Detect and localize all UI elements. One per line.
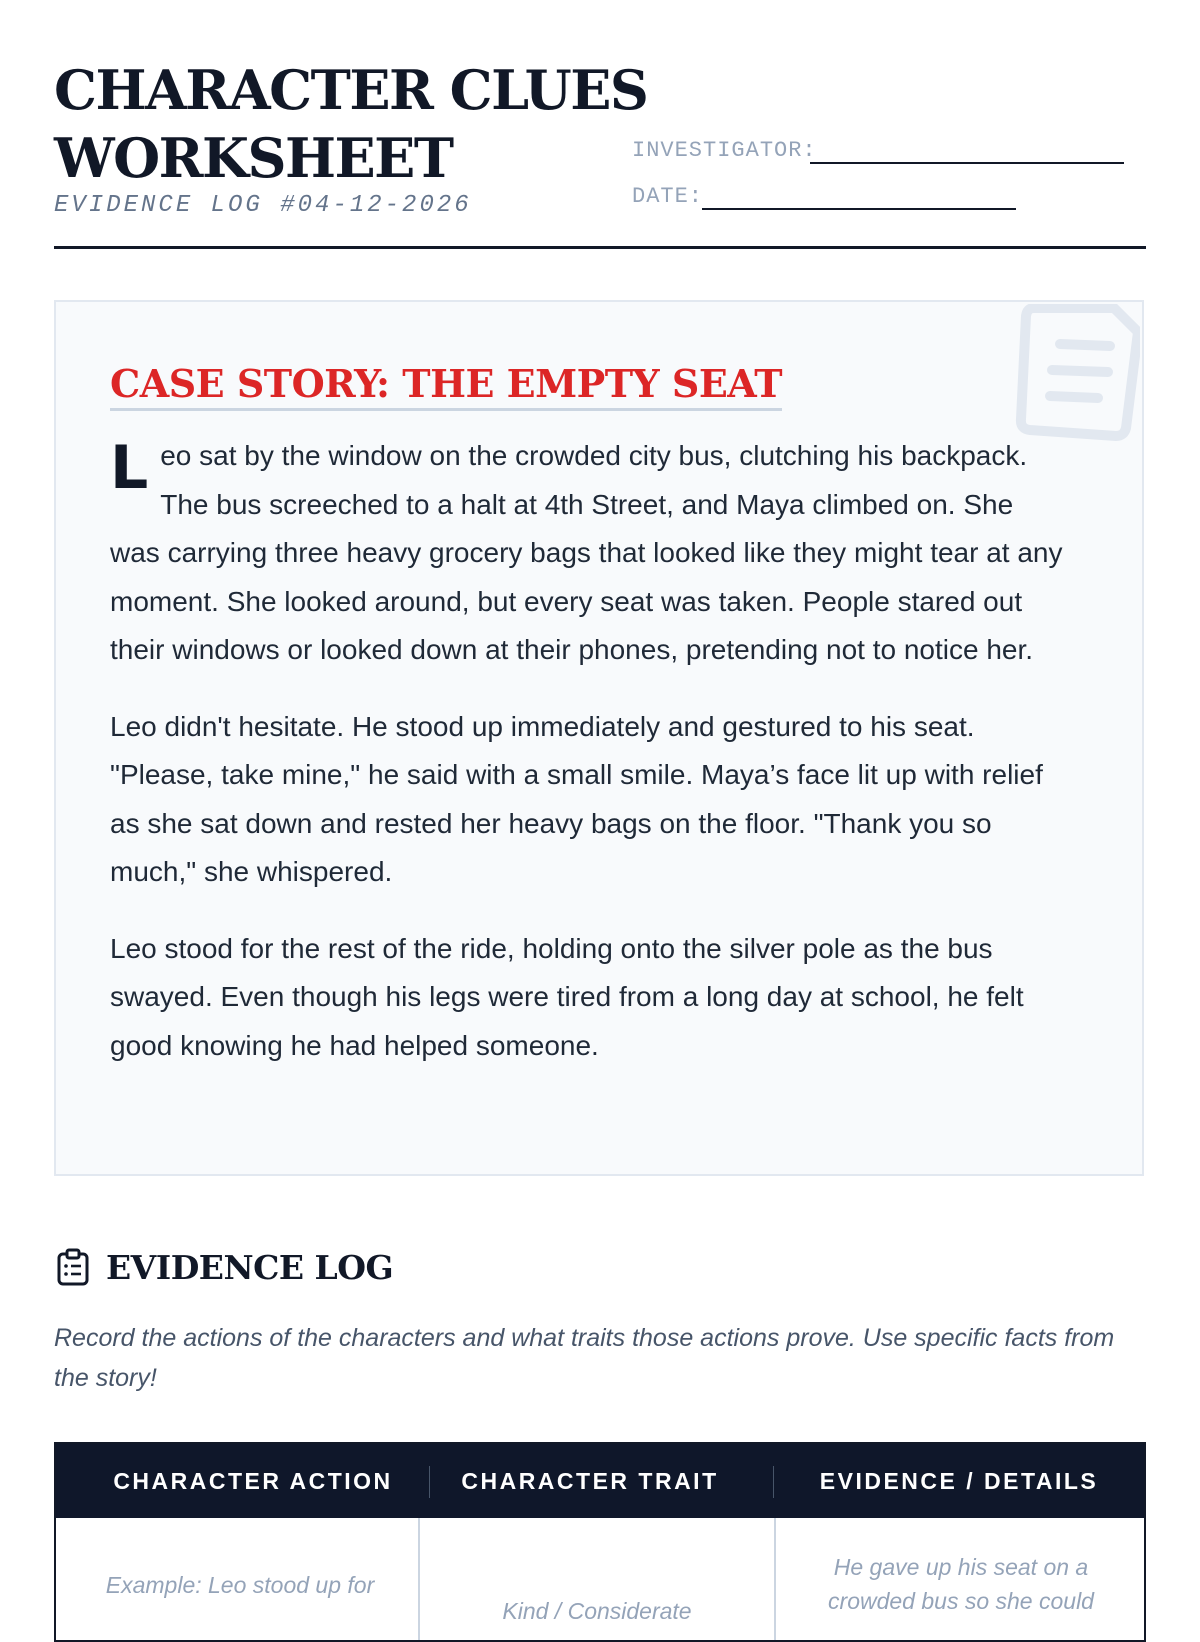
story-paragraph: Leo sat by the window on the crowded city bus, clutching his backpack. The bus screeched to a halt at 4th Street, and Maya climbed on. She was carrying three heavy grocery bags that looked like they might tear at any moment. She looked around, but every seat was taken. People stared out their windows or looked down at their phones, pretending not to notice her. (110, 433, 1063, 665)
clipboard-icon (56, 1248, 90, 1286)
evidence-instructions: Record the actions of the characters and what traits those actions prove. Use specific facts from the story! (54, 1324, 1115, 1392)
story-text (110, 432, 1070, 1098)
evidence-log-title: EVIDENCE LOG (106, 1248, 394, 1287)
table-header (56, 1444, 1144, 1518)
column-header-details: EVIDENCE / DETAILS (819, 1468, 1099, 1494)
drop-cap: L (110, 433, 149, 503)
table-row (56, 1518, 1144, 1642)
evidence-log-id: EVIDENCE LOG #04-12-2026 (54, 192, 472, 219)
story-paragraph: Leo stood for the rest of the ride, holding onto the silver pole as the bus swayed. Even though his legs were tired from a long day at school, he felt good knowing he had helped someone. (110, 932, 1024, 1061)
case-story-panel (54, 300, 1144, 1176)
column-header-action: CHARACTER ACTION (113, 1468, 393, 1494)
date-label: DATE: (632, 184, 704, 209)
date-field[interactable] (702, 208, 1016, 210)
example-details-line1[interactable]: He gave up his seat on a (833, 1554, 1089, 1580)
column-divider (774, 1518, 776, 1642)
worksheet-header (54, 56, 1146, 249)
example-details-line2[interactable]: crowded bus so she could (828, 1588, 1094, 1614)
page-title: CHARACTER CLUES WORKSHEET (54, 58, 648, 190)
investigator-field[interactable] (810, 162, 1124, 164)
document-icon (1010, 304, 1140, 444)
investigator-label: INVESTIGATOR: (632, 138, 817, 163)
story-title: CASE STORY: THE EMPTY SEAT (110, 360, 782, 411)
example-trait[interactable]: Kind / Considerate (502, 1598, 692, 1624)
column-divider (418, 1518, 420, 1642)
story-paragraph: Leo didn't hesitate. He stood up immediately and gestured to his seat. "Please, take mine," he said with a small smile. Maya’s face lit up with relief as she sat down and rested her heavy bags on the floor. "Thank you so much," she whispered. (110, 710, 1043, 887)
evidence-table (54, 1442, 1146, 1642)
column-header-trait: CHARACTER TRAIT (461, 1468, 719, 1494)
example-action[interactable]: Example: Leo stood up for (105, 1572, 375, 1598)
